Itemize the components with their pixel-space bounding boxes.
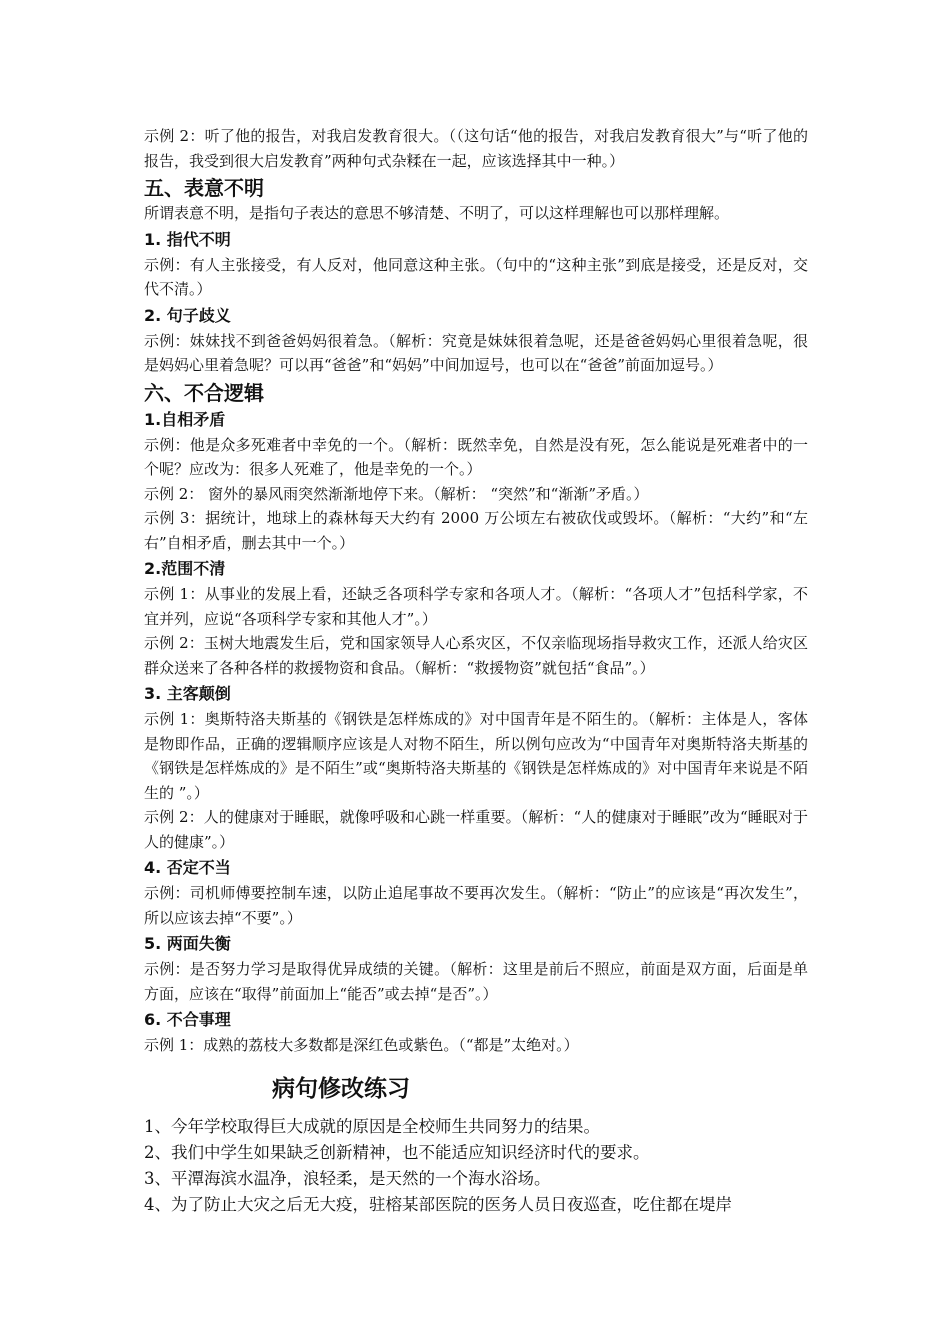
section-6-sub-6-heading: 6. 不合事理 — [144, 1010, 231, 1029]
section-6-sub-5-example: 示例：是否努力学习是取得优异成绩的关键。（解析：这里是前后不照应，前面是双方面，后面是单方面，应该在“取得”前面加上“能否”或去掉“是否”。） — [144, 960, 808, 1003]
section-6-sub-2-example-2: 示例 2：玉树大地震发生后，党和国家领导人心系灾区，不仅亲临现场指导救灾工作，还派人给灾区群众送来了各种各样的救援物资和食品。（解析：“救援物资”就包括“食品”。） — [144, 634, 808, 677]
section-6-sub-4-heading: 4. 否定不当 — [144, 858, 231, 877]
document-page — [144, 124, 808, 1218]
section-5-sub-2-example: 示例：妹妹找不到爸爸妈妈很着急。（解析：究竟是妹妹很着急呢，还是爸爸妈妈心里很着急呢，很是妈妈心里着急呢？可以再“爸爸”和“妈妈”中间加逗号，也可以在“爸爸”前面加逗号。） — [144, 331, 808, 374]
section-6-sub-1-heading: 1.自相矛盾 — [144, 409, 226, 429]
section-5-heading: 五、表意不明 — [144, 176, 264, 200]
section-6-sub-3-heading: 3. 主客颠倒 — [144, 684, 231, 703]
intro-example-2: 示例 2：听了他的报告，对我启发教育很大。（（这句话“他的报告，对我启发教育很大”与“听了他的报告，我受到很大启发教育”两种句式杂糅在一起，应该选择其中一种。） — [144, 127, 808, 170]
section-6-sub-4-example: 示例：司机师傅要控制车速，以防止追尾事故不要再次发生。（解析：“防止”的应该是“再次发生”，所以应该去掉“不要”。） — [144, 884, 808, 927]
practice-item: 1、今年学校取得巨大成就的原因是全校师生共同努力的结果。 — [144, 1116, 600, 1136]
section-5-sub-1-example: 示例：有人主张接受，有人反对，他同意这种主张。（句中的“这种主张”到底是接受，还是反对，交代不清。） — [144, 255, 808, 298]
practice-item: 2、我们中学生如果缺乏创新精神，也不能适应知识经济时代的要求。 — [144, 1142, 650, 1162]
practice-title: 病句修改练习 — [272, 1075, 410, 1102]
practice-item: 3、平潭海滨水温净，浪轻柔，是天然的一个海水浴场。 — [144, 1168, 551, 1188]
section-6-sub-1-example-1: 示例：他是众多死难者中幸免的一个。（解析：既然幸免，自然是没有死，怎么能说是死难者中的一个呢？应改为：很多人死难了，他是幸免的一个。） — [144, 435, 808, 478]
section-6-sub-5-heading: 5. 两面失衡 — [144, 934, 231, 953]
section-6-sub-1-example-3: 示例 3：据统计，地球上的森林每天大约有 2000 万公顷左右被砍伐或毁坏。（解析：“大约”和“左右”自相矛盾，删去其中一个。） — [144, 509, 808, 552]
section-6-sub-2-heading: 2.范围不清 — [144, 559, 226, 578]
section-6-sub-3-example-1: 示例 1：奥斯特洛夫斯基的《钢铁是怎样炼成的》对中国青年是不陌生的。（解析：主体是人，客体是物即作品，正确的逻辑顺序应该是人对物不陌生，所以例句应改为“中国青年对奥斯特洛夫斯基的《钢铁是怎样炼成的》是不陌生”或“奥斯特洛夫斯基的《钢铁是怎样炼成的》对中国青年来说是不陌生的 ”。） — [144, 710, 808, 802]
practice-item: 4、为了防止大灾之后无大疫，驻榕某部医院的医务人员日夜巡查，吃住都在堤岸 — [144, 1194, 732, 1214]
section-5-sub-1-heading: 1. 指代不明 — [144, 229, 231, 249]
section-6-sub-2-example-1: 示例 1：从事业的发展上看，还缺乏各项科学专家和各项人才。（解析：“各项人才”包括科学家，不宜并列，应说“各项科学专家和其他人才”。） — [144, 585, 808, 628]
section-6-sub-3-example-2: 示例 2：人的健康对于睡眠，就像呼吸和心跳一样重要。（解析：“人的健康对于睡眠”改为“睡眠对于人的健康”。） — [144, 808, 808, 851]
section-6-sub-1-example-2: 示例 2： 窗外的暴风雨突然渐渐地停下来。（解析： “突然”和“渐渐”矛盾。） — [144, 484, 649, 503]
section-5-description: 所谓表意不明，是指句子表达的意思不够清楚、不明了，可以这样理解也可以那样理解。 — [144, 204, 730, 222]
section-6-heading: 六、不合逻辑 — [144, 380, 264, 405]
section-5-sub-2-heading: 2. 句子歧义 — [144, 305, 231, 325]
section-6-sub-6-example: 示例 1：成熟的荔枝大多数都是深红色或紫色。（“都是”太绝对。） — [144, 1036, 579, 1054]
